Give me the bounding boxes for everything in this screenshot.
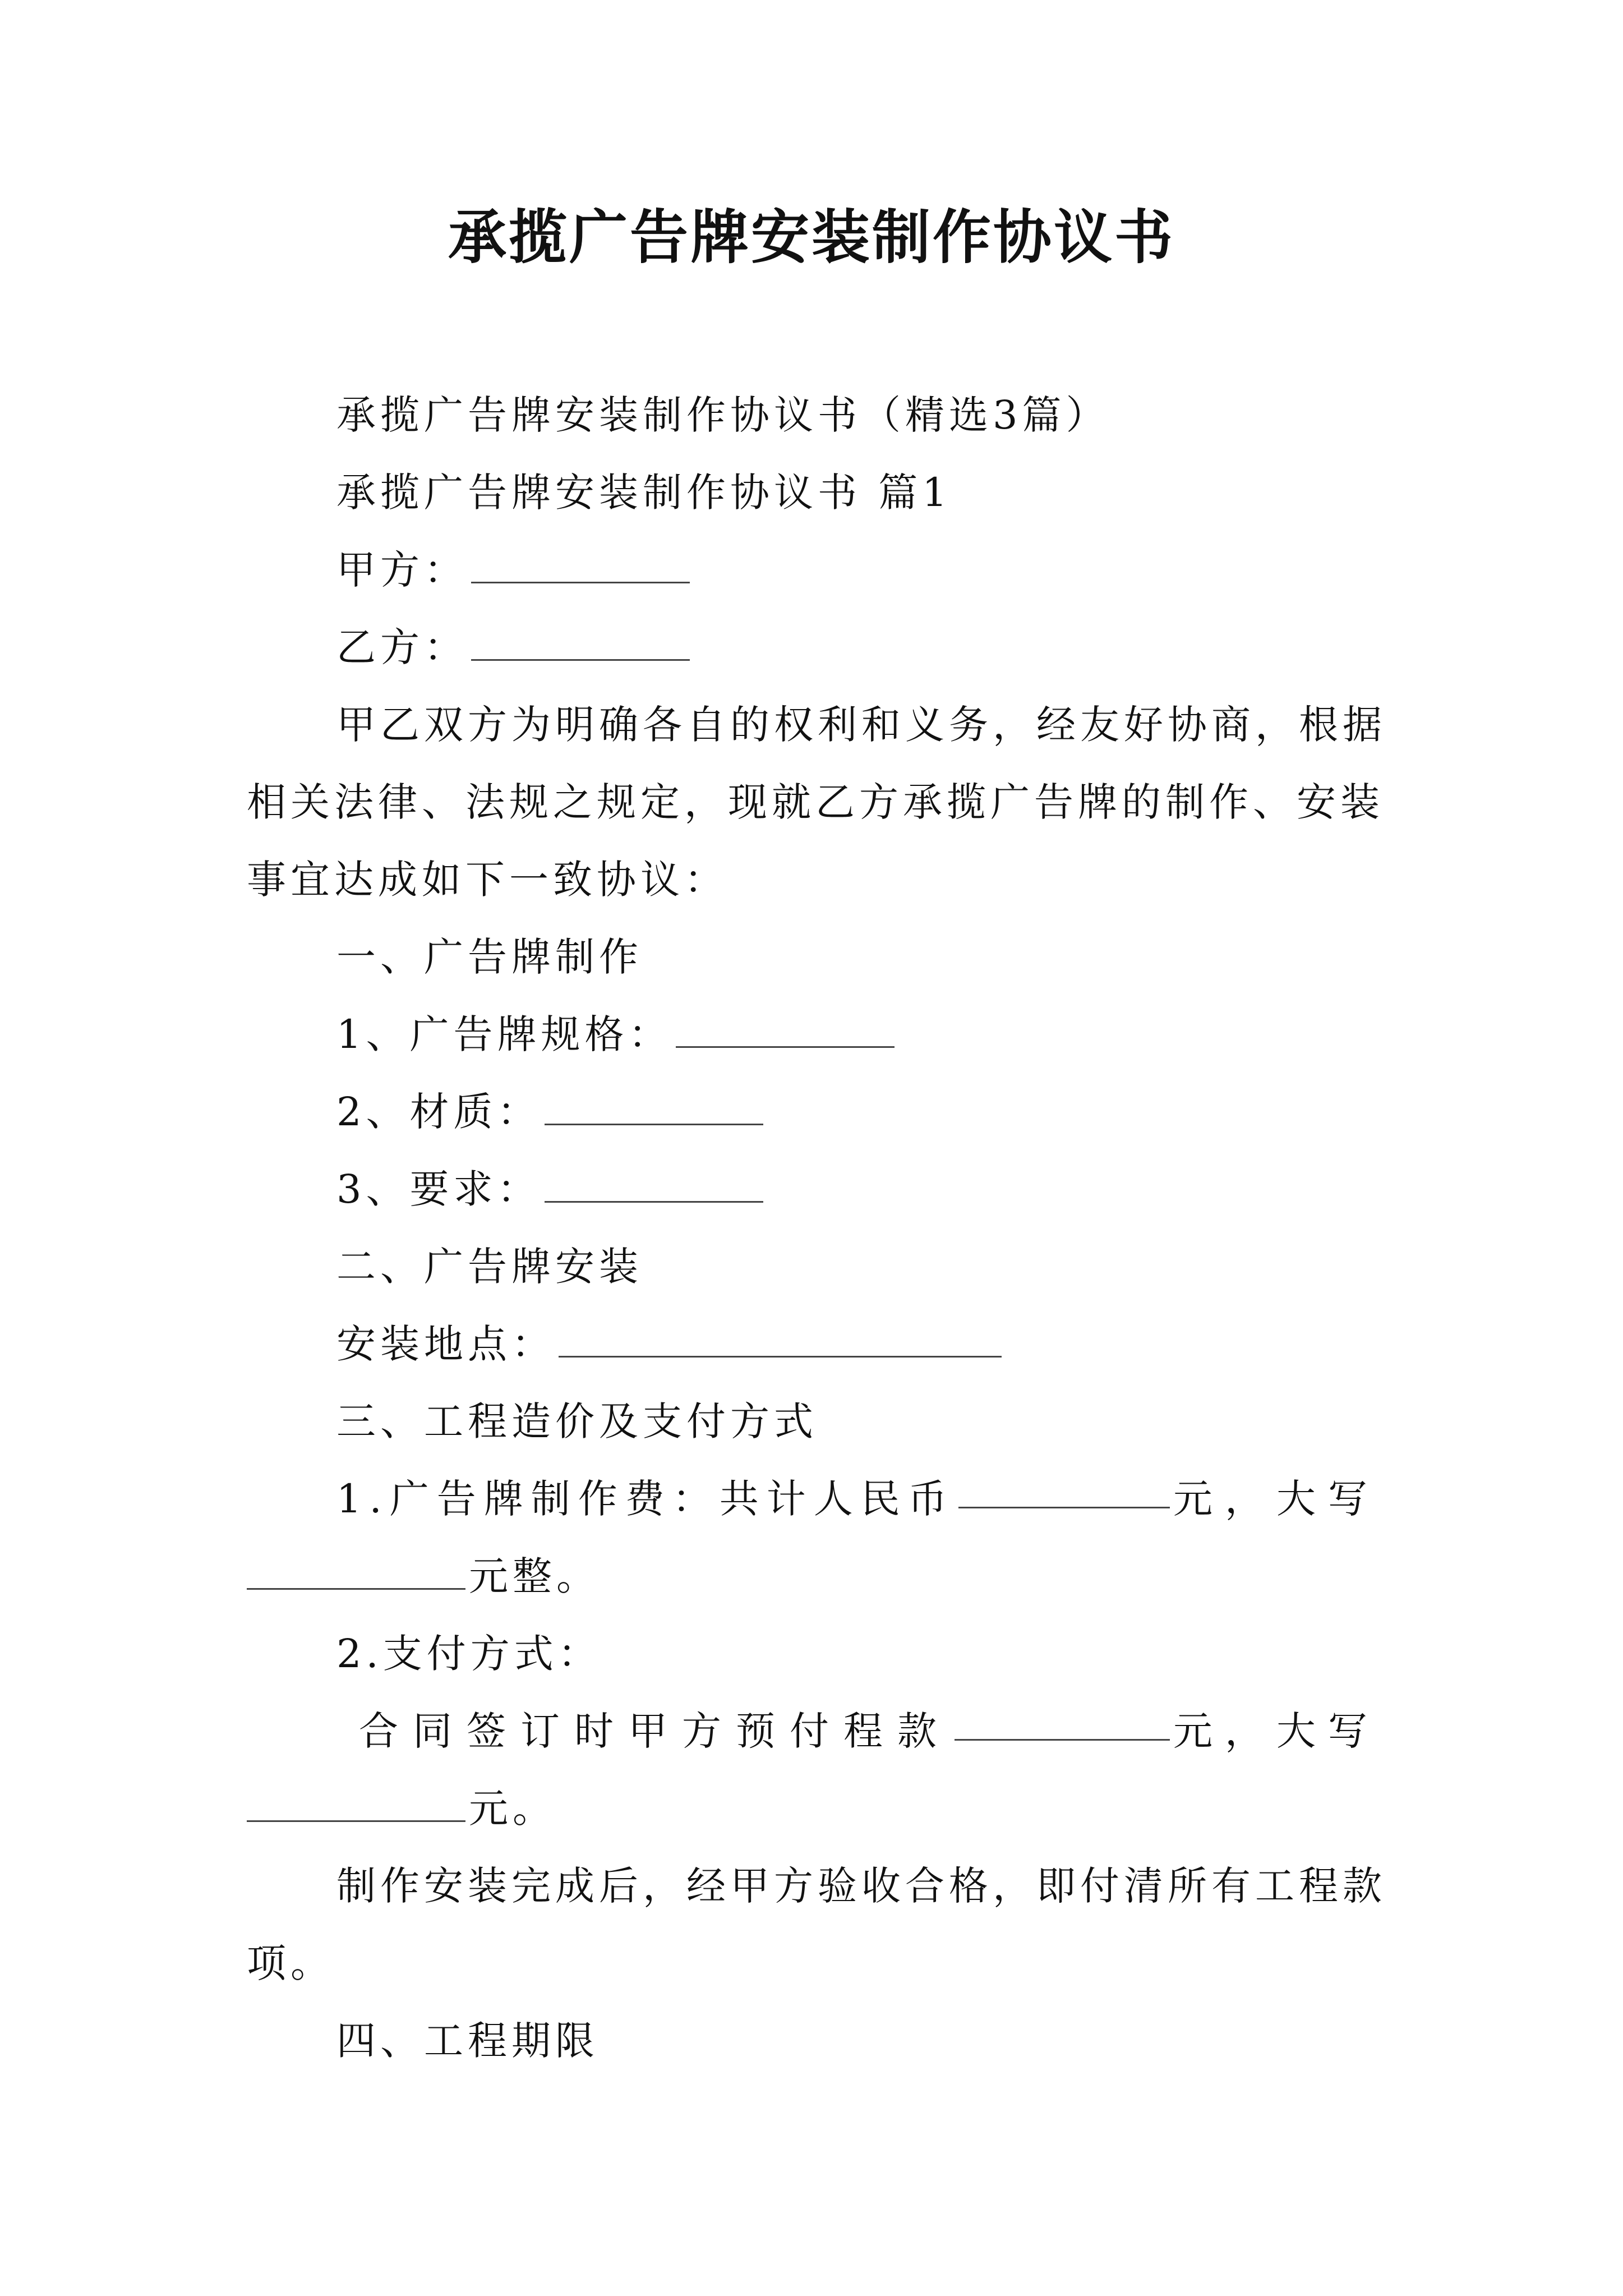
document-title: 承揽广告牌安装制作协议书 [448,203,1175,272]
section-2-heading: 二、广告牌安装 [336,1244,643,1290]
party-a-label: 甲方： [336,547,468,593]
item-2-blank [545,1088,763,1125]
party-b-blank [471,623,690,661]
prepay-line2-suffix: 元。 [469,1786,556,1832]
intro-line-3: 事宜达成如下一致协议： [247,857,728,903]
prepay-line-2 [247,1780,1380,1837]
item-3-line [336,1161,767,1217]
fee-line2-suffix: 元整。 [469,1553,600,1599]
document-subtitle: 承揽广告牌安装制作协议书（精选3篇） [336,392,1110,438]
section-1-heading: 一、广告牌制作 [336,934,643,980]
fee-uppercase-blank [247,1552,465,1590]
completion-line-1: 制作安装完成后，经甲方验收合格，即付清所有工程款 [336,1863,1386,1909]
party-a-line [336,542,693,598]
prepay-line-part2: 元，大写 [1173,1708,1380,1754]
item-2-line [336,1084,767,1140]
completion-line-2: 项。 [247,1940,334,1986]
item-1-line [336,1006,898,1062]
prepay-line-part1: 合同签订时甲方预付程款 [359,1708,951,1754]
party-a-blank [471,546,690,583]
fee-line-1 [336,1471,1380,1527]
fee-line-part2: 元，大写 [1173,1476,1380,1522]
install-location-line [336,1316,1005,1372]
party-b-label: 乙方： [336,624,468,670]
fee-line-2 [247,1548,1380,1604]
item-3-blank [545,1165,763,1203]
item-1-label: 1、广告牌规格： [336,1011,672,1057]
item-3-label: 3、要求： [336,1166,541,1212]
intro-line-2: 相关法律、法规之规定，现就乙方承揽广告牌的制作、安装 [247,779,1384,825]
prepay-line-1 [359,1703,1380,1759]
section-3-heading: 三、工程造价及支付方式 [336,1398,818,1444]
section-4-heading: 四、工程期限 [336,2018,599,2064]
intro-line-1: 甲乙双方为明确各自的权利和义务，经友好协商，根据 [336,702,1386,748]
item-2-label: 2、材质： [336,1089,541,1135]
fee-amount-blank [958,1471,1170,1508]
item-1-blank [676,1010,895,1048]
section-heading: 承揽广告牌安装制作协议书 篇1 [336,470,952,516]
payment-method-label: 2.支付方式： [336,1631,602,1677]
install-location-label: 安装地点： [336,1321,555,1367]
fee-line-part1: 1.广告牌制作费：共计人民币 [336,1476,955,1522]
party-b-line [336,619,693,675]
install-location-blank [559,1320,1002,1358]
prepay-amount-blank [955,1703,1170,1741]
prepay-uppercase-blank [247,1784,465,1822]
